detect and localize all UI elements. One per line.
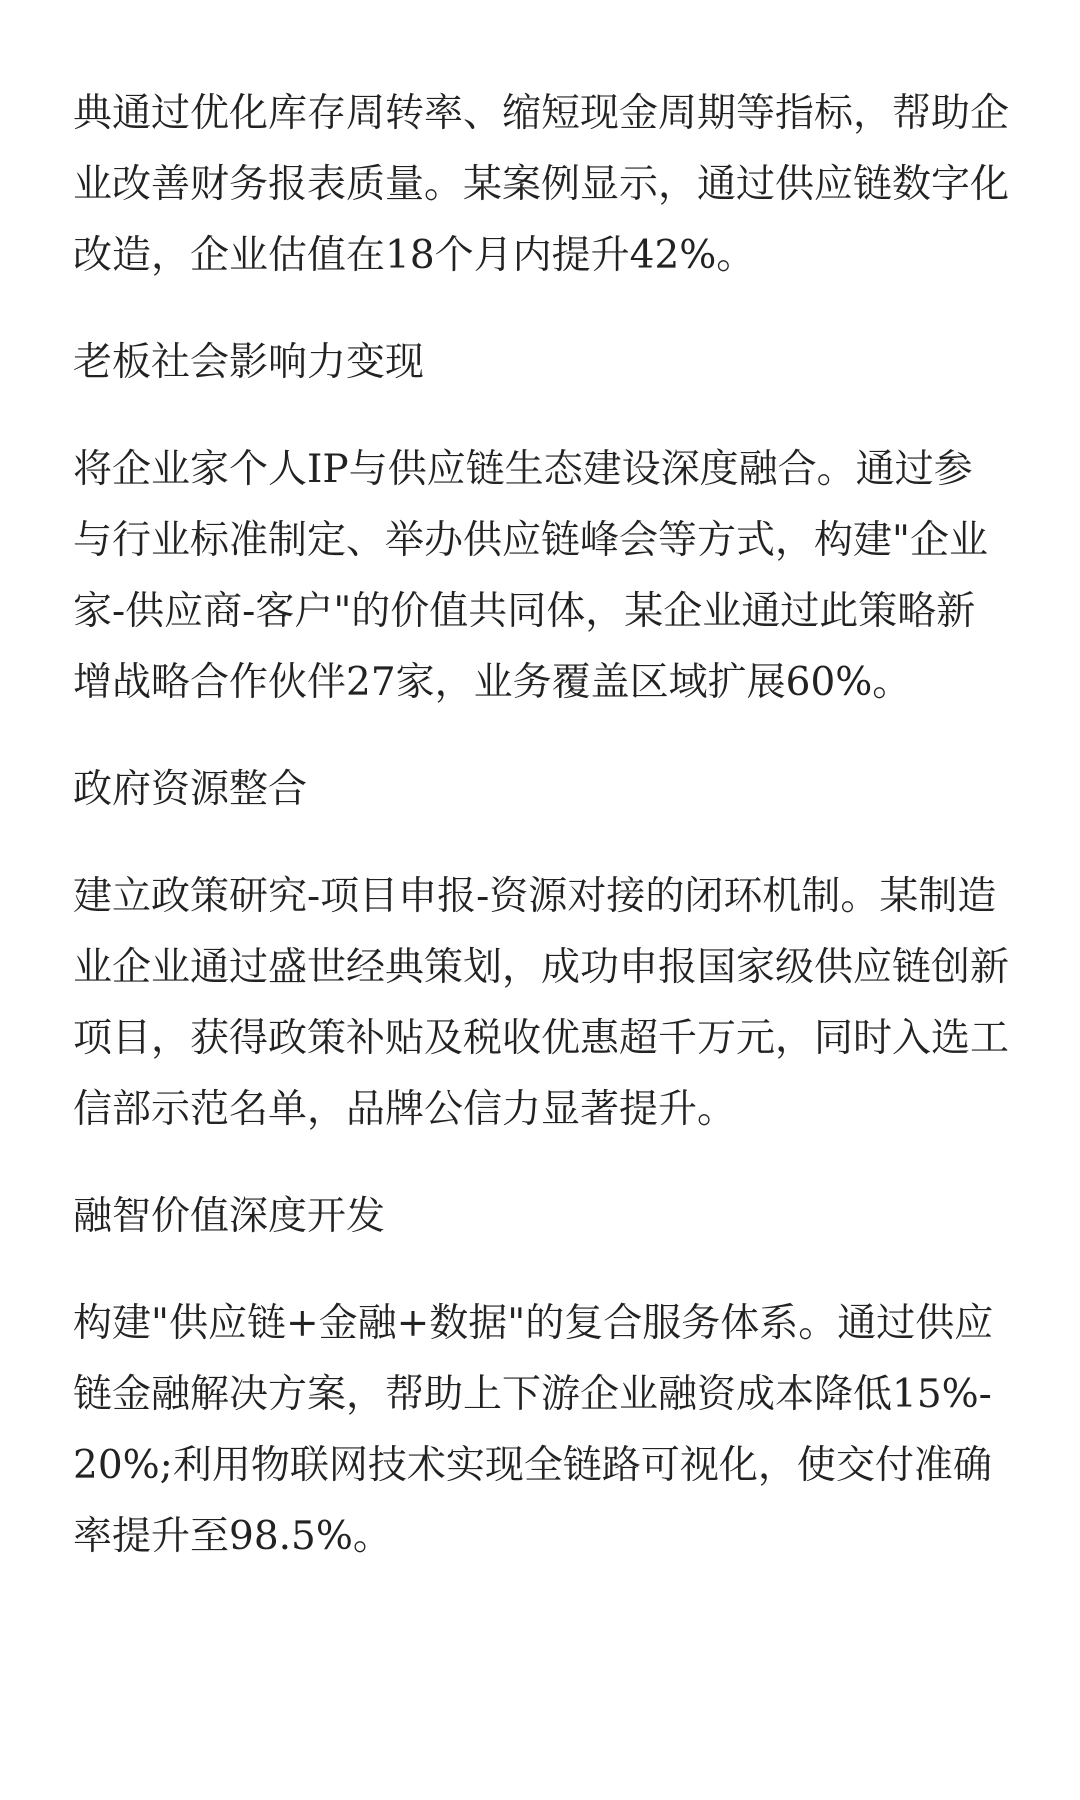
section-heading-influence: 老板社会影响力变现 (73, 340, 425, 385)
section-heading-value: 融智价值深度开发 (73, 1194, 386, 1239)
article-body (73, 78, 1011, 1608)
section-heading-government: 政府资源整合 (73, 767, 308, 812)
paragraph-influence: 将企业家个人IP与供应链生态建设深度融合。通过参与行业标准制定、举办供应链峰会等方式，构建"企业家-供应商-客户"的价值共同体，某企业通过此策略新增战略合作伙伴27家，业务覆盖区域扩展60%。 (73, 447, 988, 705)
paragraph-value: 构建"供应链+金融+数据"的复合服务体系。通过供应链金融解决方案，帮助上下游企业融资成本降低15%-20%;利用物联网技术实现全链路可视化，使交付准确率提升至98.5%。 (73, 1301, 994, 1559)
paragraph-government: 建立政策研究-项目申报-资源对接的闭环机制。某制造业企业通过盛世经典策划，成功申报国家级供应链创新项目，获得政策补贴及税收优惠超千万元，同时入选工信部示范名单，品牌公信力显著提升。 (73, 874, 1010, 1132)
paragraph-financial-quality: 典通过优化库存周转率、缩短现金周期等指标，帮助企业改善财务报表质量。某案例显示，通过供应链数字化改造，企业估值在18个月内提升42%。 (73, 91, 1010, 278)
